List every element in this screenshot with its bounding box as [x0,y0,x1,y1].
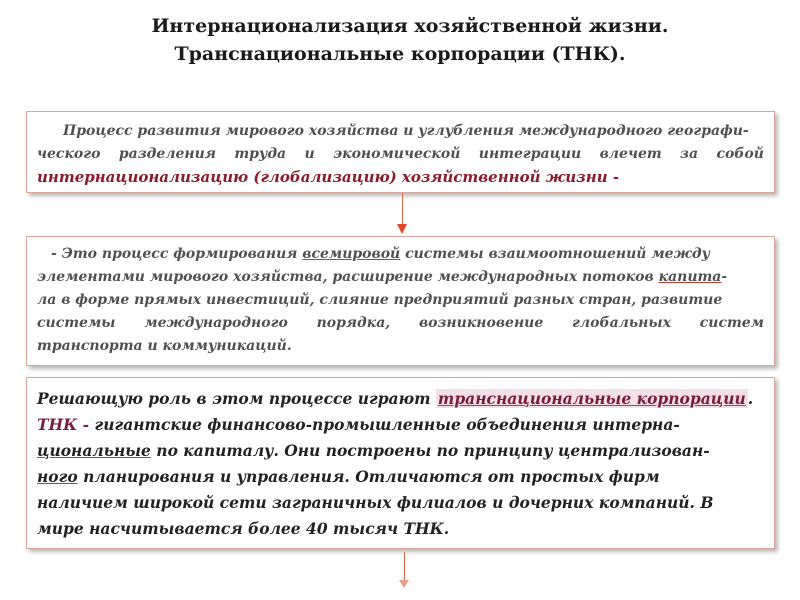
word: систем [699,315,764,331]
box2-line-3: ла в форме прямых инвестиций, слияние предприятий разных стран, развитие [37,292,723,308]
box1-line-1: Процесс развития мирового хозяйства и углубления международного географи- [63,123,749,139]
arrow-down-icon [397,224,407,234]
word: разделения [118,146,216,162]
box1-highlight-term: интернационализацию (глобализацию) хозяйственной жизни - [37,168,620,186]
word: за [680,146,699,162]
word: интеграции [478,146,582,162]
word: возникновение [418,315,544,331]
word: глобальных [572,315,671,331]
word: и [304,146,315,162]
arrow-down-icon [399,580,409,588]
box3-line-2 [37,412,764,438]
title-line-2: Транснациональные корпорации (ТНК). [174,43,626,65]
text: - [721,269,728,285]
word: собой [716,146,764,162]
text: . [747,389,754,408]
text: гигантские финансово-промышленные объединения интерна- [89,415,680,434]
text: Решающую роль в этом процессе играют [37,389,436,408]
underlined-word: циональные [37,441,151,460]
box3-line-5: наличием широкой сети заграничных филиалов и дочерних компаний. В [37,493,714,512]
text: элементами мирового хозяйства, расширение международных потоков [37,269,659,285]
box2-line-5: транспорта и коммуникаций. [37,338,292,354]
underlined-word: всемировой [302,246,401,262]
box2-line-1 [37,243,764,266]
definition-box [26,111,775,193]
tnc-term: транснациональные корпорации [437,389,746,408]
underlined-word: ного [37,467,78,486]
explanation-box [26,236,775,366]
text: системы взаимоотношений между [400,246,710,262]
word: порядка, [316,315,391,331]
text: - Это процесс формирования [51,246,303,262]
box3-line-4 [37,464,764,490]
connector-arrow-shaft [402,193,403,226]
word: системы [37,315,116,331]
word: влечет [599,146,662,162]
word: труда [234,146,287,162]
box3-line-1 [37,386,764,412]
box3-line-3 [37,438,764,464]
tnc-abbrev: ТНК - [37,415,90,434]
page-title [0,12,800,68]
word: ческого [37,146,101,162]
box2-line-4 [37,312,764,335]
title-line-1: Интернационализация хозяйственной жизни. [151,15,669,37]
text: по капиталу. Они построены по принципу централизован- [150,441,710,460]
word: международного [144,315,288,331]
word: экономической [333,146,461,162]
box1-line-2 [37,143,764,166]
tnc-box [26,377,775,549]
text: планирования и управления. Отличаются от простых фирм [77,467,660,486]
box2-line-2 [37,266,764,289]
connector-arrow-shaft [404,552,405,582]
underlined-word: капита [658,269,722,285]
box3-line-6: мире насчитывается более 40 тысяч ТНК. [37,519,450,538]
